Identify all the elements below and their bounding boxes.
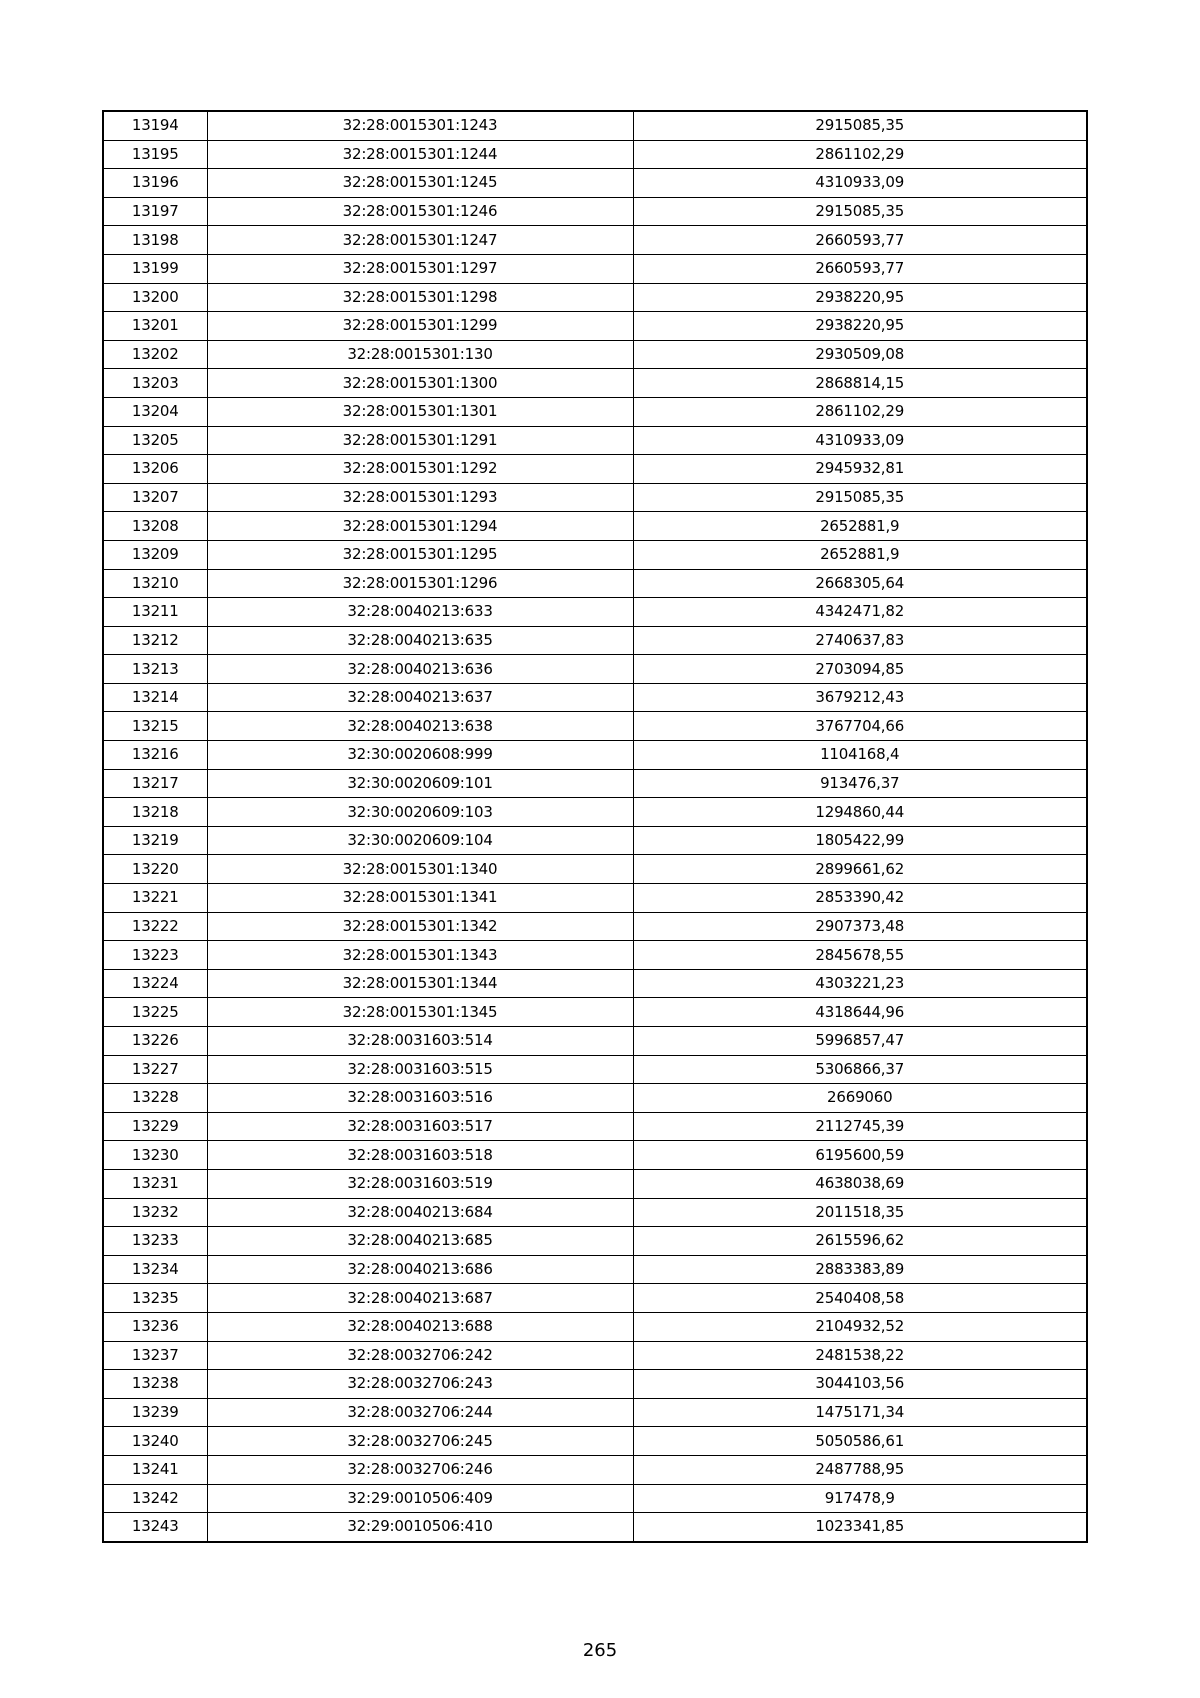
cadastral-number-cell: 32:28:0015301:1247 <box>207 226 633 255</box>
value-cell: 5996857,47 <box>633 1027 1087 1056</box>
cadastral-number-cell: 32:28:0032706:243 <box>207 1370 633 1399</box>
cadastral-number-cell: 32:28:0040213:686 <box>207 1255 633 1284</box>
value-cell: 917478,9 <box>633 1484 1087 1513</box>
cadastral-number-cell: 32:28:0040213:688 <box>207 1312 633 1341</box>
row-number-cell: 13227 <box>103 1055 207 1084</box>
cadastral-number-cell: 32:29:0010506:410 <box>207 1513 633 1542</box>
table-row <box>103 826 1087 855</box>
row-number-cell: 13205 <box>103 426 207 455</box>
cadastral-number-cell: 32:28:0040213:685 <box>207 1227 633 1256</box>
row-number-cell: 13237 <box>103 1341 207 1370</box>
value-cell: 2740637,83 <box>633 626 1087 655</box>
value-cell: 4303221,23 <box>633 969 1087 998</box>
value-cell: 913476,37 <box>633 769 1087 798</box>
cadastral-number-cell: 32:28:0031603:516 <box>207 1084 633 1113</box>
cadastral-number-cell: 32:28:0015301:1345 <box>207 998 633 1027</box>
row-number-cell: 13226 <box>103 1027 207 1056</box>
row-number-cell: 13194 <box>103 111 207 140</box>
row-number-cell: 13209 <box>103 540 207 569</box>
value-cell: 2868814,15 <box>633 369 1087 398</box>
table-row <box>103 1227 1087 1256</box>
value-cell: 2930509,08 <box>633 340 1087 369</box>
value-cell: 2668305,64 <box>633 569 1087 598</box>
row-number-cell: 13198 <box>103 226 207 255</box>
value-cell: 2669060 <box>633 1084 1087 1113</box>
table-row <box>103 1112 1087 1141</box>
value-cell: 2540408,58 <box>633 1284 1087 1313</box>
table-row <box>103 998 1087 1027</box>
cadastral-number-cell: 32:28:0040213:633 <box>207 598 633 627</box>
table-row <box>103 512 1087 541</box>
row-number-cell: 13234 <box>103 1255 207 1284</box>
table-row <box>103 1055 1087 1084</box>
value-cell: 2652881,9 <box>633 512 1087 541</box>
row-number-cell: 13225 <box>103 998 207 1027</box>
row-number-cell: 13204 <box>103 397 207 426</box>
table-row <box>103 369 1087 398</box>
cadastral-number-cell: 32:30:0020608:999 <box>207 741 633 770</box>
table-row <box>103 941 1087 970</box>
table-row <box>103 741 1087 770</box>
row-number-cell: 13197 <box>103 197 207 226</box>
cadastral-number-cell: 32:28:0015301:1296 <box>207 569 633 598</box>
cadastral-number-cell: 32:28:0032706:245 <box>207 1427 633 1456</box>
row-number-cell: 13224 <box>103 969 207 998</box>
table-row <box>103 426 1087 455</box>
table-row <box>103 1427 1087 1456</box>
table-row <box>103 884 1087 913</box>
row-number-cell: 13233 <box>103 1227 207 1256</box>
value-cell: 2915085,35 <box>633 111 1087 140</box>
table-row <box>103 1141 1087 1170</box>
table-row <box>103 798 1087 827</box>
value-cell: 1805422,99 <box>633 826 1087 855</box>
cadastral-number-cell: 32:30:0020609:103 <box>207 798 633 827</box>
table-row <box>103 1370 1087 1399</box>
table-row <box>103 912 1087 941</box>
row-number-cell: 13239 <box>103 1398 207 1427</box>
cadastral-number-cell: 32:30:0020609:101 <box>207 769 633 798</box>
row-number-cell: 13214 <box>103 683 207 712</box>
cadastral-number-cell: 32:28:0031603:519 <box>207 1169 633 1198</box>
cadastral-number-cell: 32:28:0015301:1293 <box>207 483 633 512</box>
table-row <box>103 1312 1087 1341</box>
value-cell: 2845678,55 <box>633 941 1087 970</box>
table-row <box>103 626 1087 655</box>
value-cell: 1023341,85 <box>633 1513 1087 1542</box>
row-number-cell: 13201 <box>103 312 207 341</box>
table-row <box>103 1255 1087 1284</box>
row-number-cell: 13222 <box>103 912 207 941</box>
cadastral-number-cell: 32:28:0015301:1295 <box>207 540 633 569</box>
table-row <box>103 1169 1087 1198</box>
table-row <box>103 455 1087 484</box>
row-number-cell: 13200 <box>103 283 207 312</box>
registry-table-body <box>103 111 1087 1542</box>
value-cell: 3679212,43 <box>633 683 1087 712</box>
row-number-cell: 13216 <box>103 741 207 770</box>
value-cell: 2652881,9 <box>633 540 1087 569</box>
row-number-cell: 13220 <box>103 855 207 884</box>
row-number-cell: 13195 <box>103 140 207 169</box>
row-number-cell: 13242 <box>103 1484 207 1513</box>
table-row <box>103 1198 1087 1227</box>
cadastral-number-cell: 32:28:0015301:1343 <box>207 941 633 970</box>
value-cell: 2104932,52 <box>633 1312 1087 1341</box>
value-cell: 2945932,81 <box>633 455 1087 484</box>
value-cell: 5050586,61 <box>633 1427 1087 1456</box>
table-row <box>103 254 1087 283</box>
table-row <box>103 540 1087 569</box>
cadastral-number-cell: 32:28:0031603:515 <box>207 1055 633 1084</box>
row-number-cell: 13223 <box>103 941 207 970</box>
value-cell: 2915085,35 <box>633 197 1087 226</box>
value-cell: 2938220,95 <box>633 283 1087 312</box>
value-cell: 4310933,09 <box>633 426 1087 455</box>
table-row <box>103 969 1087 998</box>
row-number-cell: 13196 <box>103 169 207 198</box>
cadastral-number-cell: 32:28:0015301:1243 <box>207 111 633 140</box>
table-row <box>103 140 1087 169</box>
value-cell: 2883383,89 <box>633 1255 1087 1284</box>
table-row <box>103 655 1087 684</box>
cadastral-number-cell: 32:28:0015301:1342 <box>207 912 633 941</box>
row-number-cell: 13221 <box>103 884 207 913</box>
row-number-cell: 13210 <box>103 569 207 598</box>
row-number-cell: 13207 <box>103 483 207 512</box>
cadastral-number-cell: 32:28:0015301:1244 <box>207 140 633 169</box>
registry-table <box>102 110 1088 1543</box>
value-cell: 1104168,4 <box>633 741 1087 770</box>
cadastral-number-cell: 32:28:0015301:1340 <box>207 855 633 884</box>
cadastral-number-cell: 32:28:0031603:514 <box>207 1027 633 1056</box>
cadastral-number-cell: 32:28:0015301:1294 <box>207 512 633 541</box>
cadastral-number-cell: 32:28:0015301:1246 <box>207 197 633 226</box>
value-cell: 4638038,69 <box>633 1169 1087 1198</box>
value-cell: 5306866,37 <box>633 1055 1087 1084</box>
value-cell: 2487788,95 <box>633 1455 1087 1484</box>
row-number-cell: 13230 <box>103 1141 207 1170</box>
value-cell: 2938220,95 <box>633 312 1087 341</box>
value-cell: 2481538,22 <box>633 1341 1087 1370</box>
cadastral-number-cell: 32:28:0032706:244 <box>207 1398 633 1427</box>
cadastral-number-cell: 32:28:0040213:635 <box>207 626 633 655</box>
cadastral-number-cell: 32:30:0020609:104 <box>207 826 633 855</box>
cadastral-number-cell: 32:28:0015301:1341 <box>207 884 633 913</box>
cadastral-number-cell: 32:29:0010506:409 <box>207 1484 633 1513</box>
row-number-cell: 13213 <box>103 655 207 684</box>
row-number-cell: 13203 <box>103 369 207 398</box>
value-cell: 2660593,77 <box>633 254 1087 283</box>
table-row <box>103 1341 1087 1370</box>
row-number-cell: 13219 <box>103 826 207 855</box>
row-number-cell: 13236 <box>103 1312 207 1341</box>
table-row <box>103 1398 1087 1427</box>
table-row <box>103 340 1087 369</box>
cadastral-number-cell: 32:28:0031603:517 <box>207 1112 633 1141</box>
table-row <box>103 712 1087 741</box>
value-cell: 2615596,62 <box>633 1227 1087 1256</box>
value-cell: 2112745,39 <box>633 1112 1087 1141</box>
cadastral-number-cell: 32:28:0032706:242 <box>207 1341 633 1370</box>
value-cell: 4342471,82 <box>633 598 1087 627</box>
cadastral-number-cell: 32:28:0032706:246 <box>207 1455 633 1484</box>
page-number: 265 <box>582 1640 618 1661</box>
value-cell: 6195600,59 <box>633 1141 1087 1170</box>
table-row <box>103 312 1087 341</box>
cadastral-number-cell: 32:28:0040213:684 <box>207 1198 633 1227</box>
table-row <box>103 683 1087 712</box>
cadastral-number-cell: 32:28:0015301:1299 <box>207 312 633 341</box>
table-row <box>103 855 1087 884</box>
row-number-cell: 13212 <box>103 626 207 655</box>
row-number-cell: 13217 <box>103 769 207 798</box>
row-number-cell: 13211 <box>103 598 207 627</box>
value-cell: 2907373,48 <box>633 912 1087 941</box>
value-cell: 2853390,42 <box>633 884 1087 913</box>
value-cell: 3044103,56 <box>633 1370 1087 1399</box>
row-number-cell: 13202 <box>103 340 207 369</box>
table-row <box>103 111 1087 140</box>
row-number-cell: 13241 <box>103 1455 207 1484</box>
cadastral-number-cell: 32:28:0015301:1297 <box>207 254 633 283</box>
table-row <box>103 1284 1087 1313</box>
cadastral-number-cell: 32:28:0031603:518 <box>207 1141 633 1170</box>
cadastral-number-cell: 32:28:0015301:130 <box>207 340 633 369</box>
row-number-cell: 13228 <box>103 1084 207 1113</box>
row-number-cell: 13229 <box>103 1112 207 1141</box>
row-number-cell: 13215 <box>103 712 207 741</box>
cadastral-number-cell: 32:28:0040213:638 <box>207 712 633 741</box>
cadastral-number-cell: 32:28:0015301:1292 <box>207 455 633 484</box>
table-row <box>103 283 1087 312</box>
cadastral-number-cell: 32:28:0015301:1301 <box>207 397 633 426</box>
row-number-cell: 13238 <box>103 1370 207 1399</box>
value-cell: 2861102,29 <box>633 140 1087 169</box>
table-row <box>103 169 1087 198</box>
row-number-cell: 13231 <box>103 1169 207 1198</box>
cadastral-number-cell: 32:28:0040213:636 <box>207 655 633 684</box>
row-number-cell: 13243 <box>103 1513 207 1542</box>
table-row <box>103 483 1087 512</box>
value-cell: 1294860,44 <box>633 798 1087 827</box>
value-cell: 2861102,29 <box>633 397 1087 426</box>
table-row <box>103 197 1087 226</box>
value-cell: 4318644,96 <box>633 998 1087 1027</box>
table-row <box>103 598 1087 627</box>
row-number-cell: 13218 <box>103 798 207 827</box>
cadastral-number-cell: 32:28:0015301:1291 <box>207 426 633 455</box>
value-cell: 2915085,35 <box>633 483 1087 512</box>
row-number-cell: 13206 <box>103 455 207 484</box>
cadastral-number-cell: 32:28:0040213:687 <box>207 1284 633 1313</box>
cadastral-number-cell: 32:28:0015301:1245 <box>207 169 633 198</box>
table-row <box>103 1455 1087 1484</box>
table-row <box>103 1084 1087 1113</box>
value-cell: 2703094,85 <box>633 655 1087 684</box>
table-row <box>103 1513 1087 1542</box>
cadastral-number-cell: 32:28:0015301:1344 <box>207 969 633 998</box>
cadastral-number-cell: 32:28:0015301:1298 <box>207 283 633 312</box>
value-cell: 2011518,35 <box>633 1198 1087 1227</box>
row-number-cell: 13208 <box>103 512 207 541</box>
cadastral-number-cell: 32:28:0015301:1300 <box>207 369 633 398</box>
value-cell: 1475171,34 <box>633 1398 1087 1427</box>
row-number-cell: 13199 <box>103 254 207 283</box>
table-row <box>103 769 1087 798</box>
cadastral-number-cell: 32:28:0040213:637 <box>207 683 633 712</box>
table-row <box>103 1027 1087 1056</box>
table-row <box>103 1484 1087 1513</box>
value-cell: 2899661,62 <box>633 855 1087 884</box>
value-cell: 2660593,77 <box>633 226 1087 255</box>
row-number-cell: 13240 <box>103 1427 207 1456</box>
table-row <box>103 226 1087 255</box>
row-number-cell: 13235 <box>103 1284 207 1313</box>
table-row <box>103 397 1087 426</box>
row-number-cell: 13232 <box>103 1198 207 1227</box>
value-cell: 3767704,66 <box>633 712 1087 741</box>
table-row <box>103 569 1087 598</box>
value-cell: 4310933,09 <box>633 169 1087 198</box>
